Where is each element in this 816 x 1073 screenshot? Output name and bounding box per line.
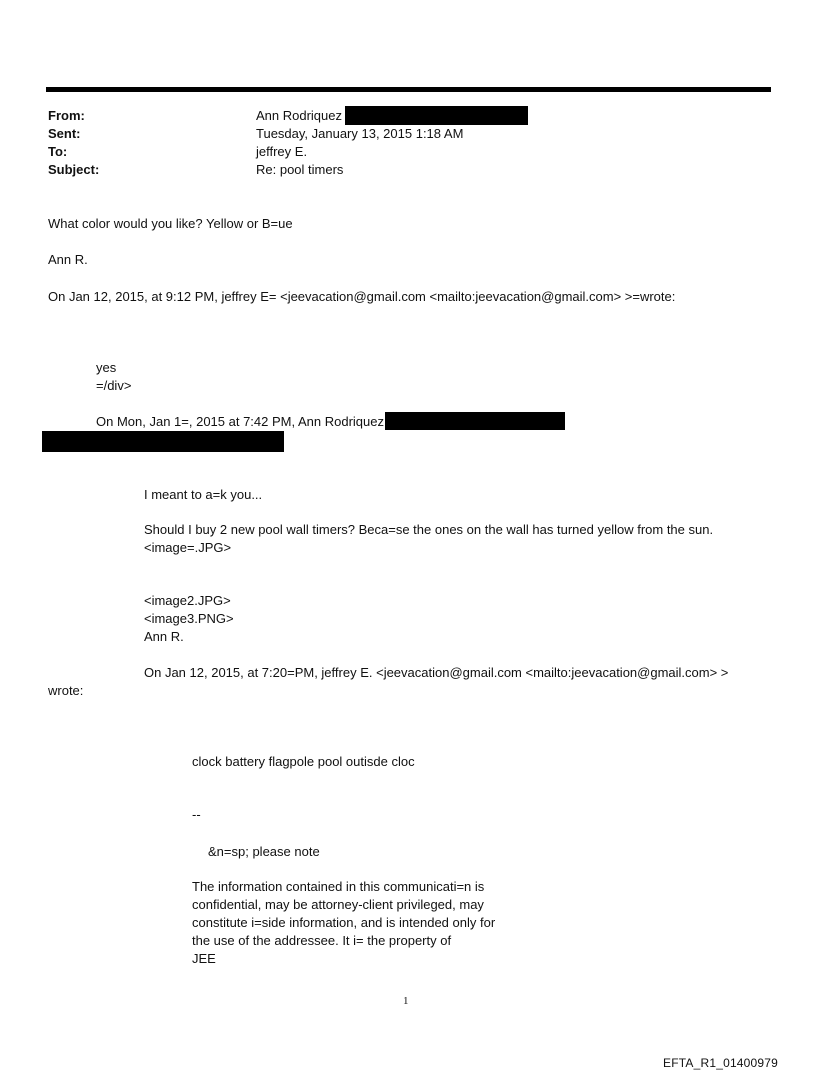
signoff: Ann R. [48, 252, 88, 267]
disclaimer-line: JEE [192, 951, 216, 966]
from-label: From: [48, 108, 85, 123]
signature-separator: -- [192, 807, 201, 822]
reply-markup: =/div> [96, 378, 132, 393]
quote-attribution: On Jan 12, 2015, at 7:20=PM, jeffrey E. <jeevacation@gmail.com <mailto:jeevacation@gmail.com> > [144, 665, 729, 680]
from-value: Ann Rodriquez [256, 108, 342, 123]
subject-value: Re: pool timers [256, 162, 344, 177]
reply-text: yes [96, 360, 117, 375]
body-question: What color would you like? Yellow or B=ue [48, 216, 293, 231]
disclaimer-line: confidential, may be attorney-client privileged, may [192, 897, 484, 912]
attachment-placeholder: <image=.JPG> [144, 540, 232, 555]
disclaimer-line: the use of the addressee. It i= the property of [192, 933, 452, 948]
redaction-bar [385, 412, 565, 430]
signoff: Ann R. [144, 629, 184, 644]
message-line: clock battery flagpole pool outisde cloc [192, 754, 415, 769]
redaction-bar [345, 106, 528, 125]
disclaimer-line: constitute i=side information, and is intended only for [192, 915, 496, 930]
attachment-placeholder: <image3.PNG> [144, 611, 234, 626]
page-number: 1 [403, 995, 409, 1007]
sent-value: Tuesday, January 13, 2015 1:18 AM [256, 126, 464, 141]
message-line: Should I buy 2 new pool wall timers? Beca=se the ones on the wall has turned yellow from the sun. [144, 522, 714, 537]
header-rule [46, 87, 771, 92]
message-line: I meant to a=k you... [144, 487, 263, 502]
to-label: To: [48, 144, 68, 159]
quote-attribution-wrap: wrote: [48, 683, 84, 698]
quote-attribution: On Mon, Jan 1=, 2015 at 7:42 PM, Ann Rodriquez [96, 414, 384, 429]
document-id: EFTA_R1_01400979 [663, 1056, 779, 1070]
attachment-placeholder: <image2.JPG> [144, 593, 231, 608]
quote-attribution: On Jan 12, 2015, at 9:12 PM, jeffrey E= <jeevacation@gmail.com <mailto:jeevacation@gmail.com> >=wrote: [48, 289, 676, 304]
please-note: &n=sp; please note [208, 844, 320, 859]
sent-label: Sent: [48, 126, 81, 141]
to-value: jeffrey E. [256, 144, 308, 159]
disclaimer-line: The information contained in this communicati=n is [192, 879, 485, 894]
subject-label: Subject: [48, 162, 100, 177]
redaction-bar [42, 431, 284, 452]
